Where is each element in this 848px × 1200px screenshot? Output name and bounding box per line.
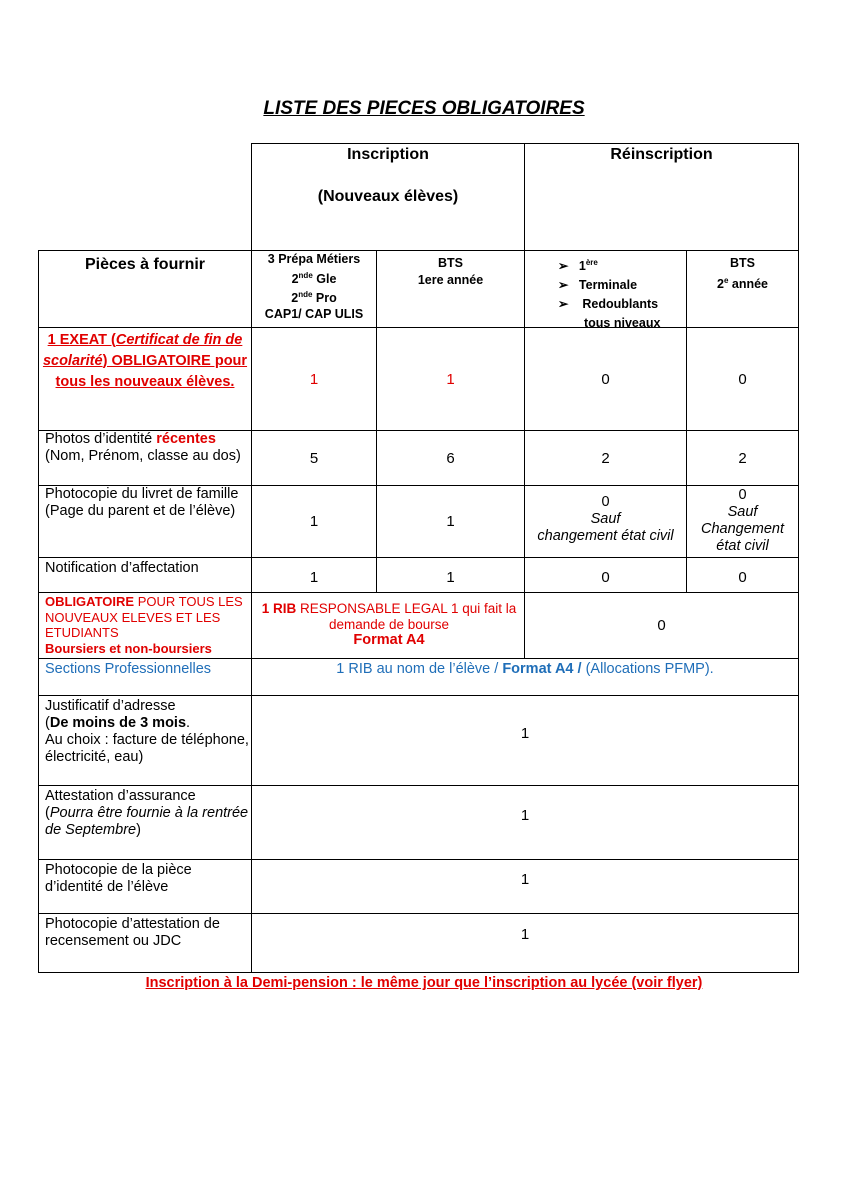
- photos-reinscription-bts: 2: [738, 449, 747, 467]
- arrow-bullet-icon: ➢: [558, 297, 569, 312]
- affectation-reinscription-bts: 0: [738, 568, 747, 586]
- livret-reinscription-lycee: 0 Sauf changement état civil: [537, 494, 674, 544]
- header-pieces: Pièces à fournir: [84, 256, 206, 273]
- livret-reinscription-bts: 0 Sauf Changement état civil: [700, 487, 785, 554]
- affectation-inscription-lycee: 1: [309, 568, 319, 586]
- header-reinscription: Réinscription: [610, 146, 713, 163]
- assurance-value: 1: [520, 806, 530, 824]
- row-affectation-label: Notification d’affectation: [45, 560, 199, 576]
- header-inscription: Inscription (Nouveaux élèves): [317, 146, 459, 205]
- affectation-reinscription-lycee: 0: [601, 568, 610, 586]
- header-col-inscription-lycee: 3 Prépa Métiers 2nde Gle 2nde Pro CAP1/ CAP ULIS: [264, 252, 364, 321]
- footer-note: Inscription à la Demi-pension : le même jour que l’inscription au lycée (voir flyer): [145, 975, 703, 991]
- exeat-inscription-lycee: 1: [309, 370, 319, 388]
- row-recensement-label: Photocopie d’attestation de recensement ou JDC: [45, 916, 220, 949]
- page-title: LISTE DES PIECES OBLIGATOIRES: [263, 98, 585, 119]
- affectation-inscription-bts: 1: [446, 568, 455, 586]
- header-col-reinscription-lycee: ➢ 1ère ➢ Terminale ➢ Redoublants tous niveaux: [558, 258, 661, 331]
- photos-inscription-lycee: 5: [309, 449, 319, 467]
- photos-reinscription-lycee: 2: [601, 449, 610, 467]
- row-assurance-label: Attestation d’assurance (Pourra être fournie à la rentrée de Septembre): [45, 788, 249, 838]
- livret-inscription-bts: 1: [446, 513, 455, 530]
- row-exeat-label: 1 EXEAT (Certificat de fin de scolarité) OBLIGATOIRE pour tous les nouveaux élèves.: [42, 332, 248, 390]
- row-adresse-label: Justificatif d’adresse (De moins de 3 mois. Au choix : facture de téléphone, électricité, eau): [45, 698, 249, 765]
- row-identite-label: Photocopie de la pièce d’identité de l’élève: [45, 862, 192, 895]
- row-photos-label: Photos d’identité récentes (Nom, Prénom, classe au dos): [45, 431, 241, 464]
- arrow-bullet-icon: ➢: [558, 259, 569, 274]
- adresse-value: 1: [520, 724, 530, 742]
- recensement-value: 1: [520, 925, 530, 943]
- row-livret-label: Photocopie du livret de famille (Page du parent et de l’élève): [45, 486, 239, 519]
- header-col-inscription-bts: BTS 1ere année: [417, 256, 484, 287]
- exeat-reinscription-lycee: 0: [601, 370, 610, 388]
- rib-reinscription: 0: [657, 617, 666, 634]
- exeat-inscription-bts: 1: [446, 370, 455, 388]
- arrow-bullet-icon: ➢: [558, 278, 569, 293]
- identite-value: 1: [520, 870, 530, 888]
- row-rib-label: OBLIGATOIRE POUR TOUS LES NOUVEAUX ELEVES ET LES ETUDIANTS Boursiers et non-boursiers: [45, 594, 243, 656]
- row-sections-label: Sections Professionnelles: [45, 661, 212, 677]
- exeat-reinscription-bts: 0: [738, 370, 747, 388]
- livret-inscription-lycee: 1: [309, 513, 319, 530]
- header-col-reinscription-bts: BTS 2e année: [716, 256, 768, 292]
- sections-value: 1 RIB au nom de l’élève / Format A4 / (Allocations PFMP).: [336, 661, 714, 677]
- rib-inscription: 1 RIB RESPONSABLE LEGAL 1 qui fait la demande de bourse Format A4: [261, 601, 517, 648]
- photos-inscription-bts: 6: [446, 449, 455, 467]
